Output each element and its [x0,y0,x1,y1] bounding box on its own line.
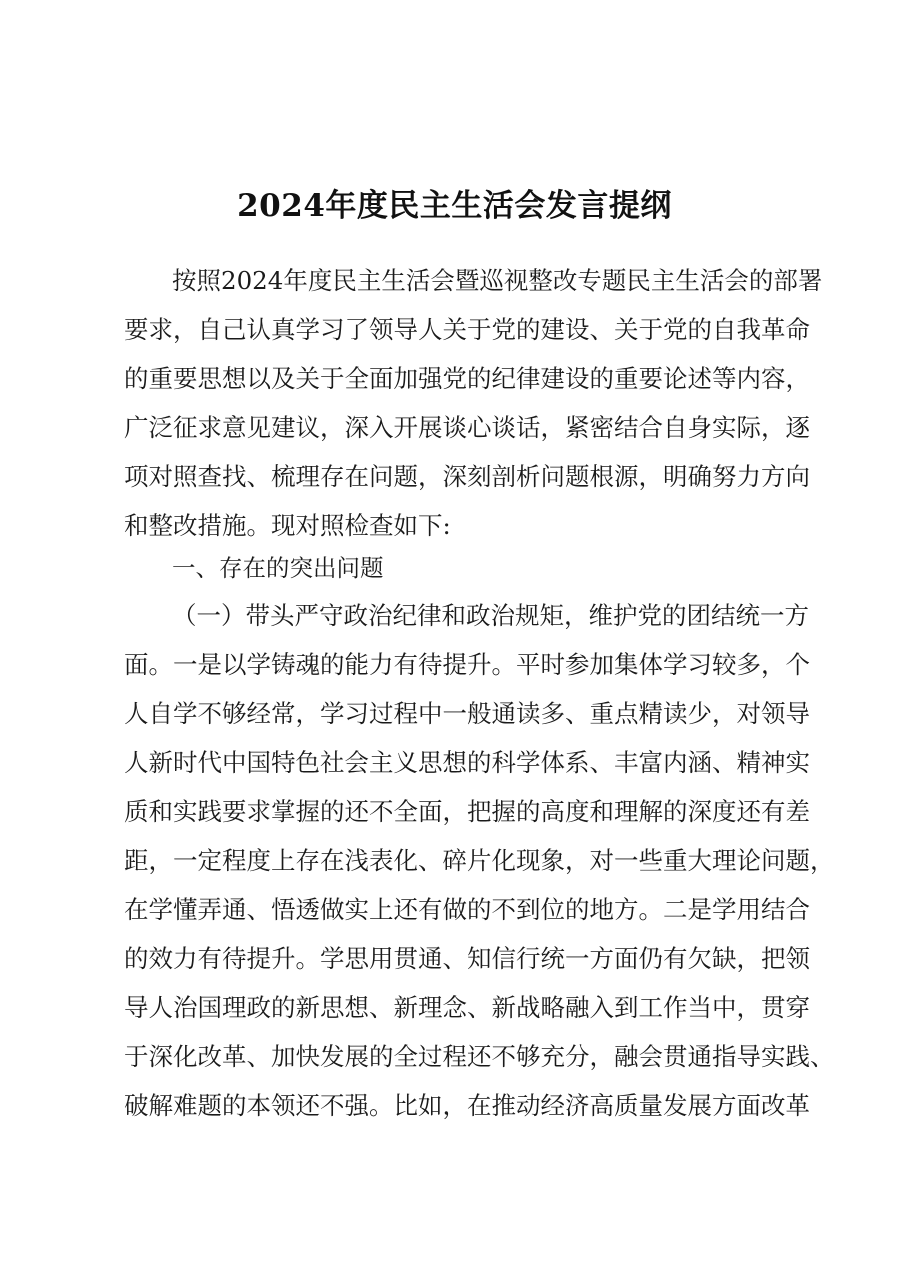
section-heading: 一、存在的突出问题 [172,554,384,582]
paragraph-line: 人自学不够经常，学习过程中一般通读多、重点精读少，对领导 [124,699,810,728]
paragraph-line: 破解难题的本领还不强。比如，在推动经济高质量发展方面改革 [124,1091,810,1120]
paragraph-line: 人新时代中国特色社会主义思想的科学体系、丰富内涵、精神实 [124,748,810,777]
paragraph-line: 导人治国理政的新思想、新理念、新战略融入到工作当中，贯穿 [124,993,810,1022]
paragraph-line: 面。一是以学铸魂的能力有待提升。平时参加集体学习较多，个 [124,650,810,679]
paragraph-line: 距，一定程度上存在浅表化、碎片化现象，对一些重大理论问题， [124,846,835,875]
paragraph-line: 质和实践要求掌握的还不全面，把握的高度和理解的深度还有差 [124,797,810,826]
paragraph-line: 的效力有待提升。学思用贯通、知信行统一方面仍有欠缺，把领 [124,944,810,973]
paragraph-line: 广泛征求意见建议，深入开展谈心谈话，紧密结合自身实际，逐 [124,413,810,442]
paragraph-line: 项对照查找、梳理存在问题，深刻剖析问题根源，明确努力方向 [124,462,810,491]
paragraph-line: 的重要思想以及关于全面加强党的纪律建设的重要论述等内容， [124,364,810,393]
paragraph-line: 在学懂弄通、悟透做实上还有做的不到位的地方。二是学用结合 [124,895,810,924]
paragraph-line: 和整改措施。现对照检查如下: [124,511,451,540]
paragraph-line: 要求，自己认真学习了领导人关于党的建设、关于党的自我革命 [124,315,810,344]
paragraph-line: 按照2024年度民主生活会暨巡视整改专题民主生活会的部署 [172,266,823,295]
paragraph-line: 于深化改革、加快发展的全过程还不够充分，融会贯通指导实践、 [124,1042,835,1071]
document-title: 2024年度民主生活会发言提纲 [237,188,672,224]
paragraph-line: （一）带头严守政治纪律和政治规矩，维护党的团结统一方 [172,601,809,630]
